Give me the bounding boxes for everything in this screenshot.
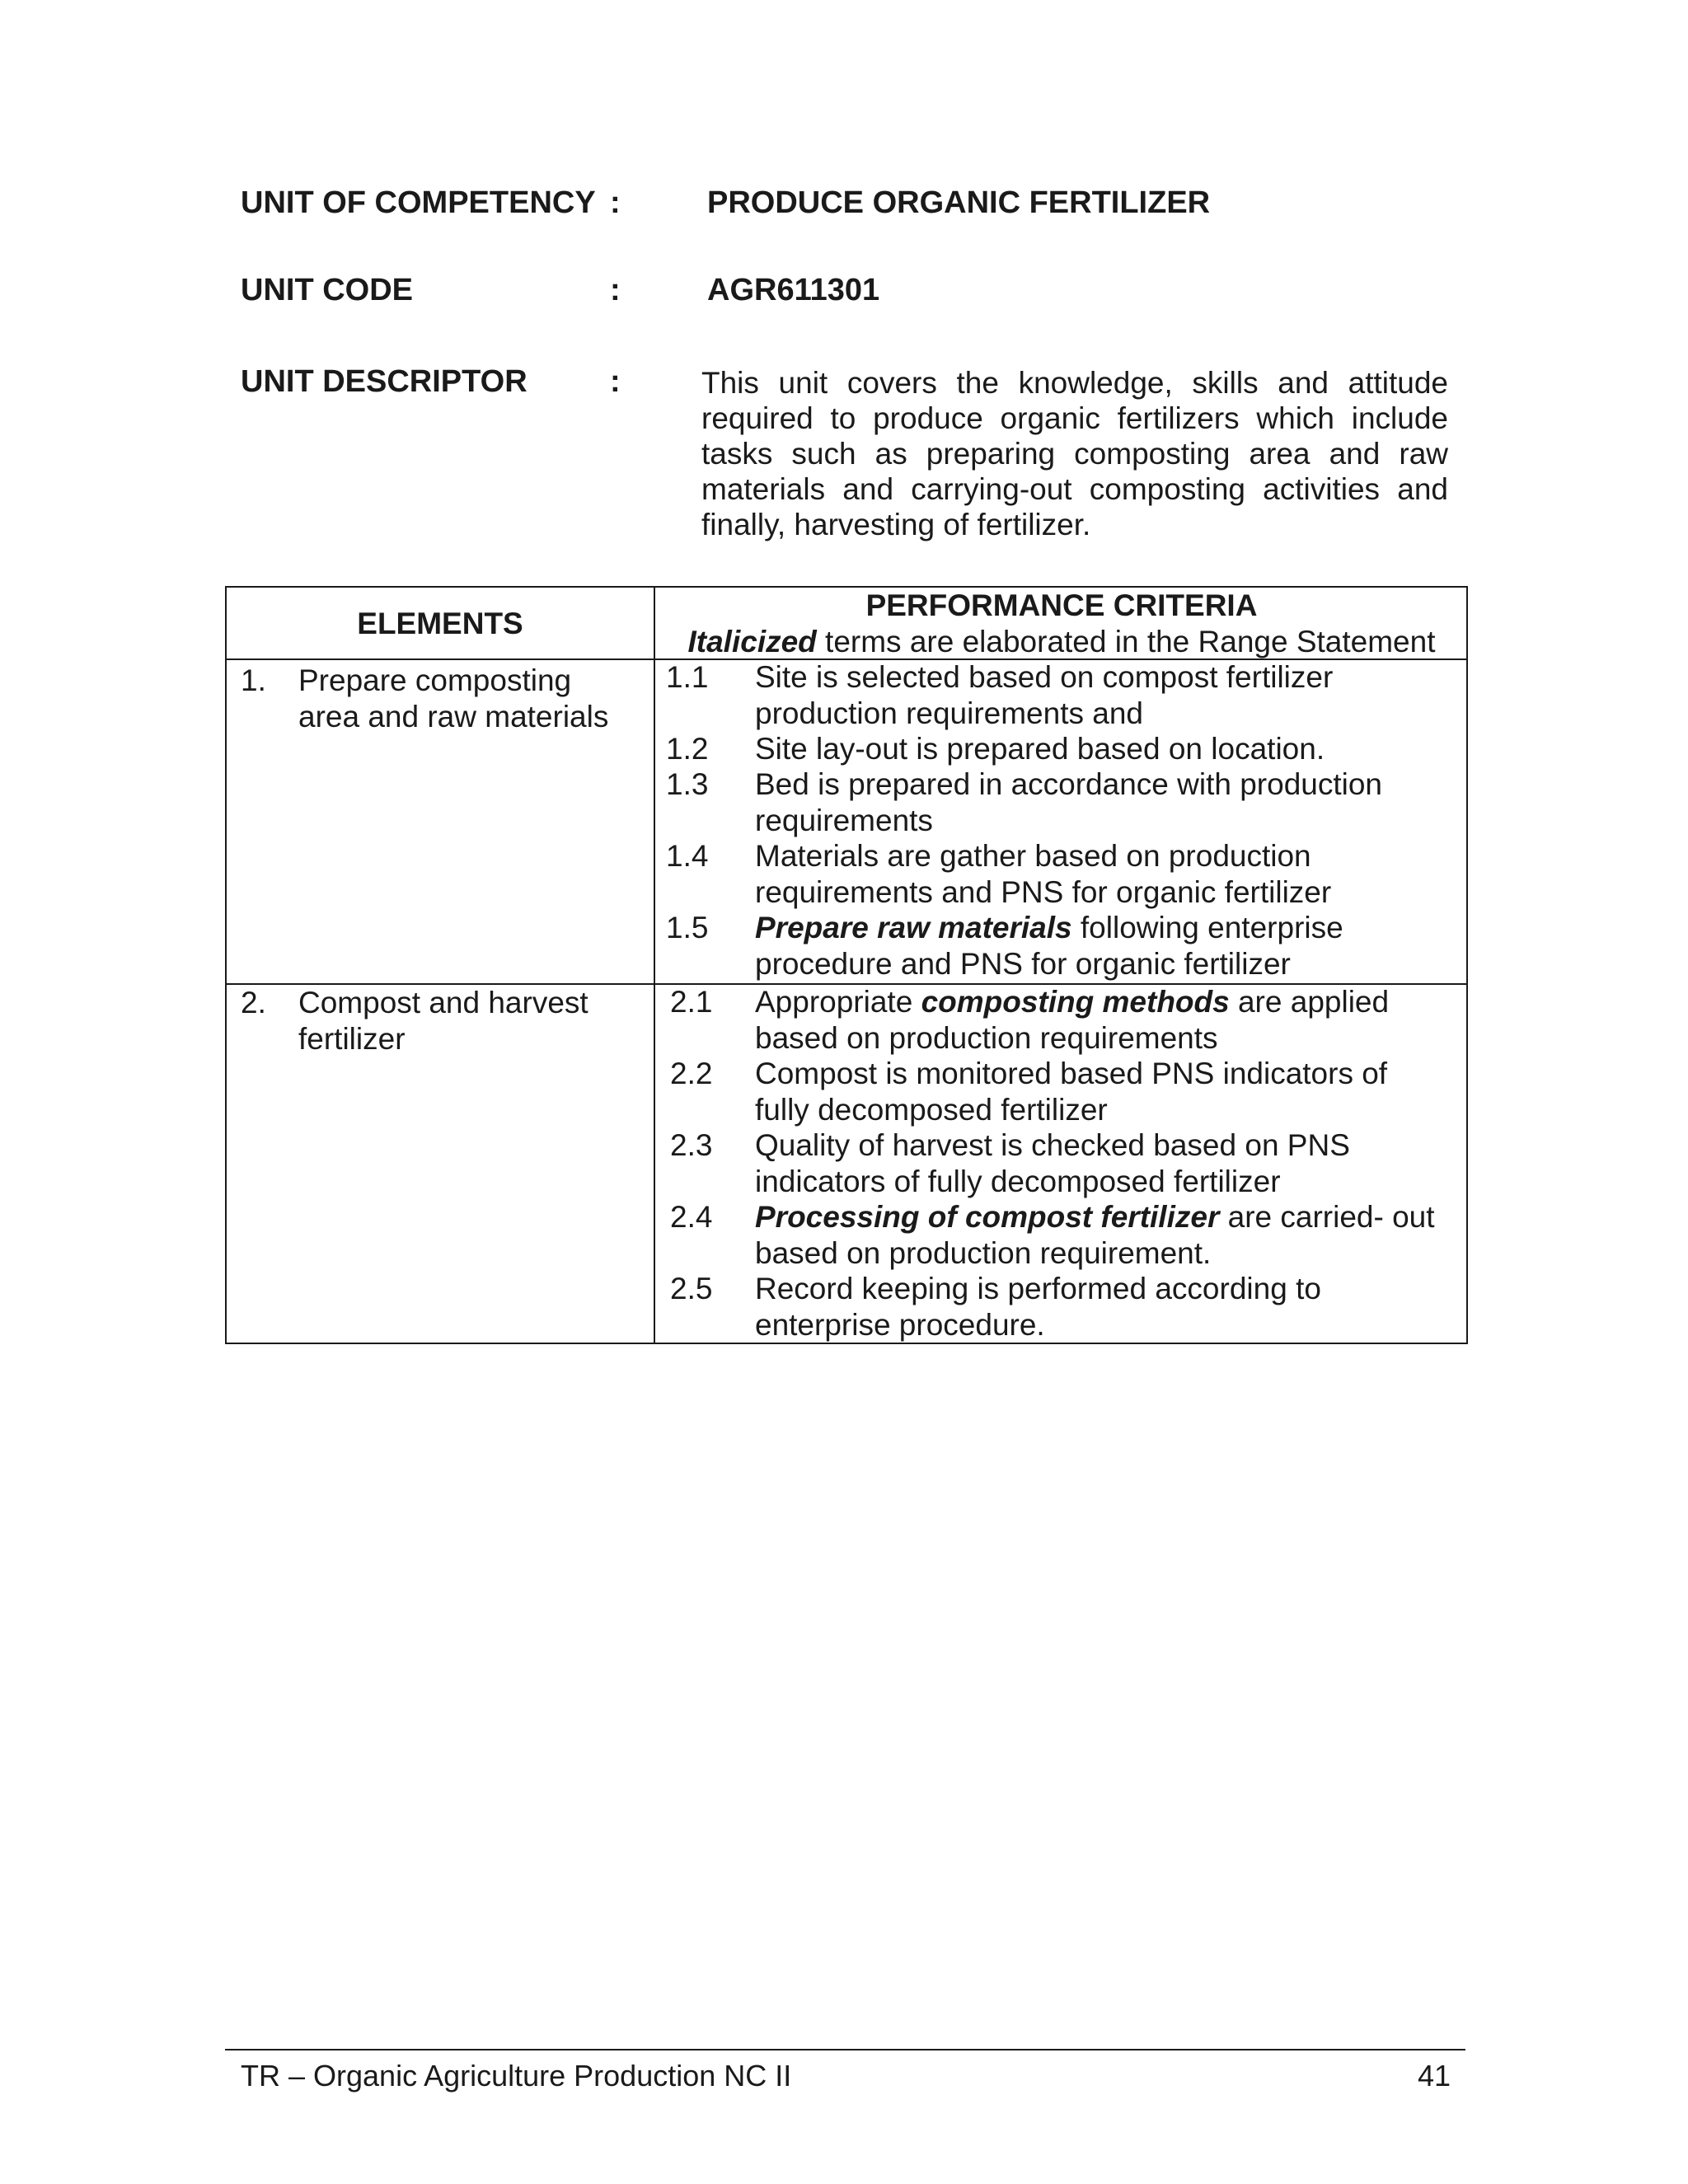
criterion-line [755, 1020, 1464, 1057]
criterion-line-text: based on production requirement. [755, 1236, 1212, 1270]
criterion-number: 2.3 [670, 1128, 713, 1162]
criterion-line-text: Quality of harvest is checked based on PNS [755, 1128, 1350, 1162]
footer-rule [225, 2049, 1465, 2050]
criterion-line-text: Record keeping is performed according to [755, 1272, 1321, 1305]
criterion-line [755, 1307, 1464, 1343]
unit-code-label: UNIT CODE [241, 273, 413, 307]
unit-descriptor-line: required to produce organic fertilizers which include [701, 401, 1448, 435]
footer-page-number: 41 [1417, 2059, 1451, 2093]
criterion-number: 1.4 [666, 839, 709, 873]
element-line: area and raw materials [298, 700, 609, 733]
criterion-line-text: based on production requirements [755, 1021, 1218, 1055]
element-line: fertilizer [298, 1022, 406, 1056]
criterion-text [755, 838, 1464, 911]
criterion-text [755, 659, 1464, 732]
unit-descriptor-line: materials and carrying-out composting activities and [701, 472, 1448, 506]
elements-column-header: ELEMENTS [357, 607, 523, 640]
criterion-line [755, 1056, 1464, 1092]
unit-descriptor-line: finally, harvesting of fertilizer. [701, 508, 1091, 541]
criterion-line-text: Site is selected based on compost fertilizer [755, 660, 1334, 694]
criterion-text [755, 731, 1464, 767]
italicized-note-term: Italicized [687, 625, 817, 658]
criterion-line-text: enterprise procedure. [755, 1308, 1045, 1342]
element-line: Prepare composting [298, 663, 572, 697]
italicized-note-rest: terms are elaborated in the Range Statement [816, 625, 1436, 658]
unit-descriptor-colon: : [610, 364, 621, 399]
criterion-line [755, 838, 1464, 874]
criterion-number: 2.4 [670, 1200, 713, 1234]
criterion-text [755, 1271, 1464, 1343]
footer-document-title: TR – Organic Agriculture Production NC II [241, 2059, 792, 2093]
criterion-line-text: are carried- out [1219, 1200, 1435, 1234]
criterion-line [755, 1164, 1464, 1200]
criterion-text [755, 984, 1464, 1057]
criterion-text [755, 1056, 1464, 1128]
element-number: 1. [241, 663, 266, 697]
criterion-line [755, 803, 1464, 839]
element-line: Compost and harvest [298, 986, 588, 1019]
criterion-line-text: Bed is prepared in accordance with production [755, 767, 1383, 801]
criterion-line [755, 659, 1464, 696]
unit-descriptor-line: tasks such as preparing composting area and raw [701, 437, 1448, 471]
criterion-line-text: Appropriate [755, 985, 921, 1019]
criterion-text [755, 910, 1464, 982]
criterion-line [755, 1235, 1464, 1272]
element-text [298, 663, 645, 735]
range-statement-term: Processing of compost fertilizer [755, 1200, 1220, 1234]
criterion-line-text: requirements and PNS for organic fertilizer [755, 875, 1332, 909]
criterion-line [755, 984, 1464, 1020]
unit-of-competency-colon: : [610, 185, 621, 220]
performance-criteria-title: PERFORMANCE CRITERIA [865, 588, 1258, 622]
criterion-number: 2.1 [670, 985, 713, 1019]
criterion-line [755, 1127, 1464, 1164]
criterion-line [755, 910, 1464, 946]
criterion-number: 2.5 [670, 1272, 713, 1305]
element-text [298, 985, 645, 1057]
criterion-line-text: requirements [755, 804, 933, 837]
criterion-line-text: fully decomposed fertilizer [755, 1093, 1108, 1127]
criterion-line [755, 946, 1464, 982]
unit-code-row [0, 265, 1688, 315]
range-statement-term: composting methods [921, 985, 1230, 1019]
criterion-line [755, 1271, 1464, 1307]
criterion-line-text: following enterprise [1071, 911, 1343, 944]
criterion-line-text: procedure and PNS for organic fertilizer [755, 947, 1291, 981]
criterion-text [755, 1199, 1464, 1272]
unit-of-competency-label: UNIT OF COMPETENCY [241, 185, 596, 220]
criterion-line [755, 731, 1464, 767]
unit-code-value: AGR611301 [707, 273, 880, 307]
criterion-line [755, 766, 1464, 803]
criterion-line [755, 696, 1464, 732]
unit-of-competency-row [0, 178, 1688, 227]
unit-of-competency-value: PRODUCE ORGANIC FERTILIZER [707, 185, 1211, 220]
column-divider [654, 588, 655, 1343]
criterion-line-text: Materials are gather based on production [755, 839, 1311, 873]
criterion-number: 2.2 [670, 1057, 713, 1090]
criterion-line-text: Site lay-out is prepared based on location. [755, 732, 1325, 766]
criterion-number: 1.1 [666, 660, 709, 694]
criterion-line-text: Compost is monitored based PNS indicators of [755, 1057, 1388, 1090]
criterion-line-text: are applied [1229, 985, 1390, 1019]
criterion-line [755, 1092, 1464, 1128]
criterion-line [755, 1199, 1464, 1235]
criterion-text [755, 1127, 1464, 1200]
performance-criteria-note [655, 624, 1468, 660]
criterion-line-text: indicators of fully decomposed fertilizer [755, 1165, 1281, 1198]
criterion-line-text: production requirements and [755, 696, 1144, 730]
unit-code-colon: : [610, 273, 621, 307]
unit-descriptor-label: UNIT DESCRIPTOR [241, 364, 528, 399]
element-number: 2. [241, 986, 266, 1019]
competency-table [225, 586, 1468, 1344]
range-statement-term: Prepare raw materials [755, 911, 1072, 944]
criterion-number: 1.2 [666, 732, 709, 766]
criterion-text [755, 766, 1464, 839]
criterion-line [755, 874, 1464, 911]
unit-descriptor-line: This unit covers the knowledge, skills and attitude [701, 366, 1448, 400]
criterion-number: 1.3 [666, 767, 709, 801]
performance-criteria-column-header [655, 588, 1468, 660]
criterion-number: 1.5 [666, 911, 709, 944]
